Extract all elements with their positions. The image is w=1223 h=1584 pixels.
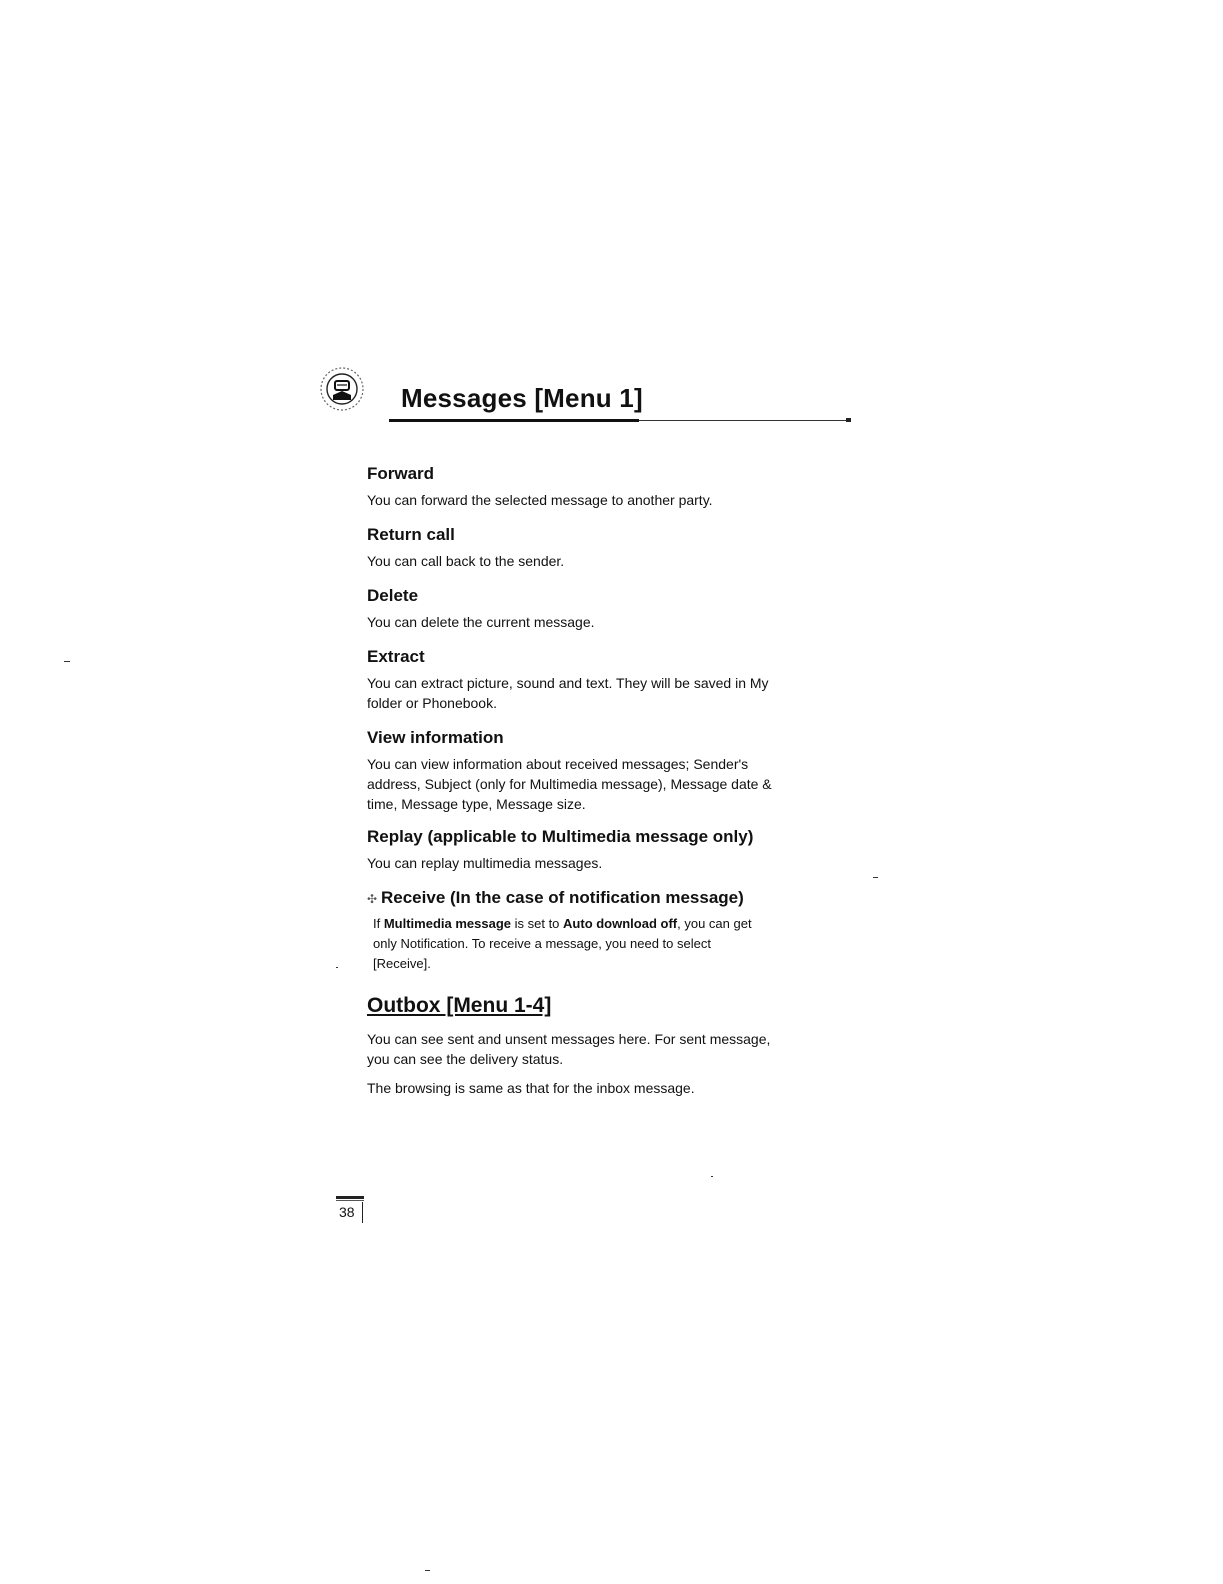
section-replay	[367, 826, 837, 873]
page-number-divider	[362, 1202, 363, 1223]
section-body	[367, 673, 837, 713]
section-forward	[367, 463, 837, 510]
section-body: You can call back to the sender.	[367, 553, 565, 569]
section-heading: Extract	[367, 647, 425, 666]
title-rule-thin	[639, 420, 849, 421]
section-view-information	[367, 727, 837, 814]
section-body: You can delete the current message.	[367, 614, 595, 630]
body-line: You can see sent and unsent messages here. For sent message,	[367, 1031, 771, 1047]
section-heading: Return call	[367, 525, 455, 544]
section-heading: Forward	[367, 464, 435, 483]
section-extract	[367, 646, 837, 713]
outbox-title: Outbox [Menu 1-4]	[367, 994, 552, 1017]
section-delete	[367, 585, 837, 632]
body-line: You can extract picture, sound and text. They will be saved in My	[367, 675, 769, 691]
section-body: You can replay multimedia messages.	[367, 855, 603, 871]
body-line: you can see the delivery status.	[367, 1051, 564, 1067]
chapter-title: Messages [Menu 1]	[401, 383, 643, 413]
scan-speck	[336, 967, 338, 968]
note-heading-text: Receive (In the case of notification message)	[381, 888, 744, 907]
receive-note	[367, 887, 837, 974]
note-body	[373, 914, 837, 974]
content-column	[367, 463, 837, 1107]
note-bold-term: Auto download off	[563, 916, 678, 931]
section-heading: View information	[367, 728, 504, 747]
body-line: address, Subject (only for Multimedia message), Message date &	[367, 776, 772, 792]
body-line: You can view information about received messages; Sender's	[367, 756, 749, 772]
scan-speck	[873, 877, 878, 878]
page-number: 38	[339, 1204, 355, 1220]
scan-speck	[64, 661, 70, 662]
body-line: folder or Phonebook.	[367, 695, 497, 711]
note-heading	[367, 887, 837, 910]
note-text: , you can get	[677, 916, 752, 931]
section-heading: Delete	[367, 586, 419, 605]
note-text: is set to	[511, 916, 564, 931]
note-text: only Notification. To receive a message, you need to select	[373, 936, 711, 951]
section-return-call	[367, 524, 837, 571]
outbox-paragraph	[367, 1029, 837, 1069]
outbox-paragraph: The browsing is same as that for the inbox message.	[367, 1080, 695, 1096]
scan-speck	[711, 1176, 713, 1177]
scan-speck	[425, 1570, 430, 1571]
page-number-rule-thin	[336, 1200, 364, 1201]
body-line: time, Message type, Message size.	[367, 796, 586, 812]
messages-chapter-icon	[318, 365, 366, 413]
section-body	[367, 754, 837, 814]
note-icon: ✣	[367, 892, 378, 906]
note-bold-term: Multimedia message	[383, 916, 511, 931]
title-rule-end	[846, 418, 851, 422]
title-rule	[389, 419, 639, 422]
page-number-rule	[336, 1196, 364, 1199]
section-body: You can forward the selected message to another party.	[367, 492, 713, 508]
note-text: [Receive].	[373, 956, 431, 971]
note-text: If	[373, 916, 384, 931]
section-heading: Replay (applicable to Multimedia message only)	[367, 827, 754, 846]
